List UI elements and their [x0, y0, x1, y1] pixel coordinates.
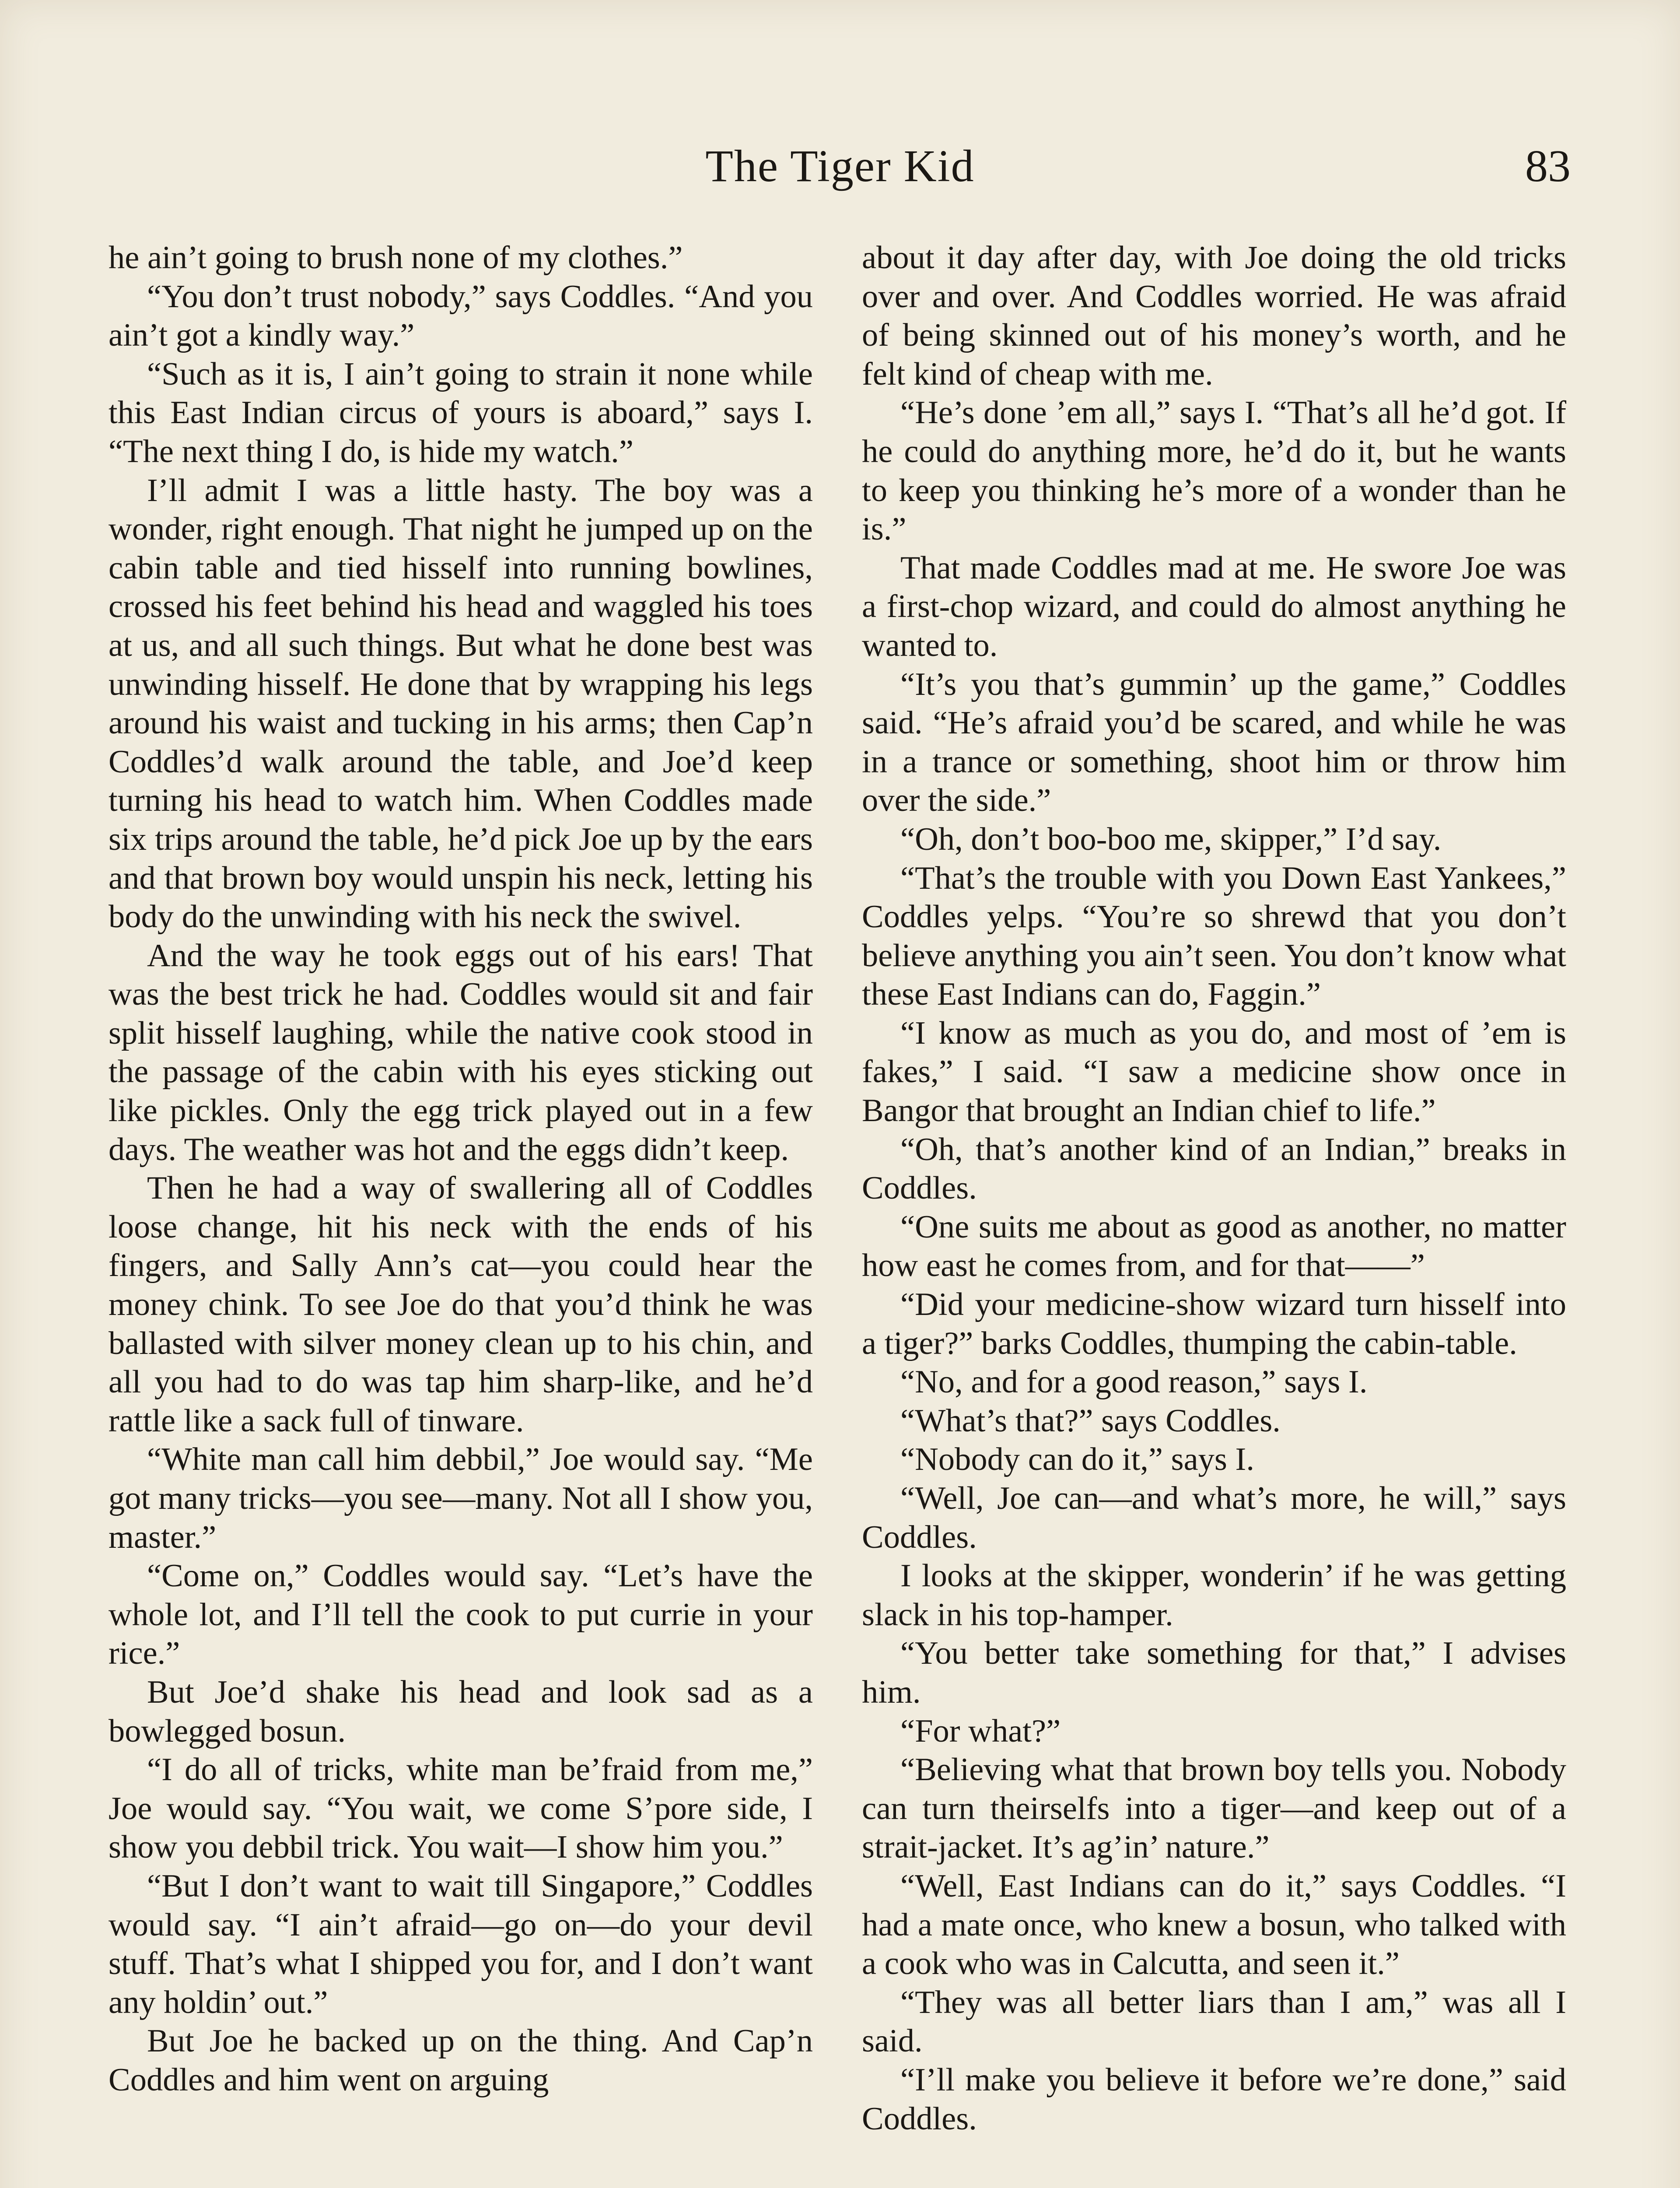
- paragraph: But Joe he backed up on the thing. And Cap’n Coddles and him went on arguing: [108, 2023, 813, 2098]
- paragraph: “Well, East Indians can do it,” says Coddles. “I had a mate once, who knew a bosun, who talked with a cook who was in Calcutta, and seen it.”: [862, 1868, 1566, 1982]
- paragraph: he ain’t going to brush none of my clothes.”: [108, 240, 683, 276]
- paragraph: about it day after day, with Joe doing the old tricks over and over. And Coddles worried. He was afraid of being skinned out of his money’s worth, and he felt kind of cheap with me.: [862, 240, 1566, 392]
- paragraph: “But I don’t want to wait till Singapore,” Coddles would say. “I ain’t afraid—go on—do your devil stuff. That’s what I shipped you for, and I don’t want any holdin’ out.”: [108, 1868, 813, 2020]
- paragraph: “What’s that?” says Coddles.: [900, 1403, 1281, 1439]
- paragraph: “Come on,” Coddles would say. “Let’s have the whole lot, and I’ll tell the cook to put currie in your rice.”: [108, 1558, 813, 1672]
- page-header: [109, 140, 1571, 197]
- page-number: 83: [1525, 141, 1571, 191]
- paragraph: “You better take something for that,” I advises him.: [862, 1635, 1566, 1710]
- paragraph: “It’s you that’s gummin’ up the game,” Coddles said. “He’s afraid you’d be scared, and while he was in a trance or something, shoot him or throw him over the side.”: [862, 666, 1566, 819]
- paragraph: “I’ll make you believe it before we’re done,” said Coddles.: [862, 2062, 1566, 2137]
- paragraph: “White man call him debbil,” Joe would say. “Me got many tricks—you see—many. Not all I show you, master.”: [108, 1441, 813, 1555]
- paragraph: “Oh, that’s another kind of an Indian,” breaks in Coddles.: [862, 1131, 1566, 1206]
- paragraph: But Joe’d shake his head and look sad as a bowlegged bosun.: [108, 1674, 813, 1749]
- paragraph: “You don’t trust nobody,” says Coddles. “And you ain’t got a kindly way.”: [108, 278, 813, 354]
- paragraph: “Believing what that brown boy tells you. Nobody can turn theirselfs into a tiger—and keep out of a strait-jacket. It’s ag’in’ nature.”: [862, 1752, 1566, 1865]
- paragraph: “Oh, don’t boo-boo me, skipper,” I’d say.: [900, 821, 1442, 857]
- paragraph: “They was all better liars than I am,” was all I said.: [862, 1984, 1566, 2059]
- right-column: [862, 238, 1566, 2138]
- paragraph: “I do all of tricks, white man be’fraid from me,” Joe would say. “You wait, we come S’pore side, I show you debbil trick. You wait—I show him you.”: [108, 1752, 813, 1865]
- paragraph: Then he had a way of swallering all of Coddles loose change, hit his neck with the ends of his fingers, and Sally Ann’s cat—you could hear the money chink. To see Joe do that you’d think he was ballasted with silver money clean up to his chin, and all you had to do was tap him sharp-like, and he’d rattle like a sack full of tinware.: [108, 1170, 813, 1439]
- paragraph: And the way he took eggs out of his ears! That was the best trick he had. Coddles would sit and fair split hisself laughing, while the native cook stood in the passage of the cabin with his eyes sticking out like pickles. Only the egg trick played out in a few days. The weather was hot and the eggs didn’t keep.: [108, 937, 813, 1168]
- paragraph: I looks at the skipper, wonderin’ if he was getting slack in his top-hamper.: [862, 1558, 1566, 1633]
- paragraph: That made Coddles mad at me. He swore Joe was a first-chop wizard, and could do almost anything he wanted to.: [862, 550, 1566, 663]
- paragraph: “Well, Joe can—and what’s more, he will,” says Coddles.: [862, 1480, 1566, 1555]
- paragraph: “One suits me about as good as another, no matter how east he comes from, and for that——”: [862, 1209, 1566, 1284]
- paragraph: “Such as it is, I ain’t going to strain it none while this East Indian circus of yours is aboard,” says I. “The next thing I do, is hide my watch.”: [108, 356, 813, 470]
- left-column: [108, 238, 813, 2100]
- running-title: The Tiger Kid: [705, 141, 975, 191]
- paragraph: I’ll admit I was a little hasty. The boy was a wonder, right enough. That night he jumped up on the cabin table and tied hisself into running bowlines, crossed his feet behind his head and waggled his toes at us, and all such things. But what he done best was unwinding hisself. He done that by wrapping his legs around his waist and tucking in his arms; then Cap’n Coddles’d walk around the table, and Joe’d keep turning his head to watch him. When Coddles made six trips around the table, he’d pick Joe up by the ears and that brown boy would unspin his neck, letting his body do the unwinding with his neck the swivel.: [108, 472, 813, 935]
- paragraph: “That’s the trouble with you Down East Yankees,” Coddles yelps. “You’re so shrewd that you don’t believe anything you ain’t seen. You don’t know what these East Indians can do, Faggin.”: [862, 860, 1566, 1013]
- paragraph: “Nobody can do it,” says I.: [900, 1441, 1254, 1478]
- paragraph: “He’s done ’em all,” says I. “That’s all he’d got. If he could do anything more, he’d do it, but he wants to keep you thinking he’s more of a wonder than he is.”: [862, 395, 1566, 547]
- paragraph: “For what?”: [900, 1713, 1061, 1749]
- paragraph: “Did your medicine-show wizard turn hisself into a tiger?” barks Coddles, thumping the cabin-table.: [862, 1287, 1566, 1361]
- paragraph: “No, and for a good reason,” says I.: [900, 1364, 1368, 1400]
- paragraph: “I know as much as you do, and most of ’em is fakes,” I said. “I saw a medicine show once in Bangor that brought an Indian chief to life.”: [862, 1015, 1566, 1129]
